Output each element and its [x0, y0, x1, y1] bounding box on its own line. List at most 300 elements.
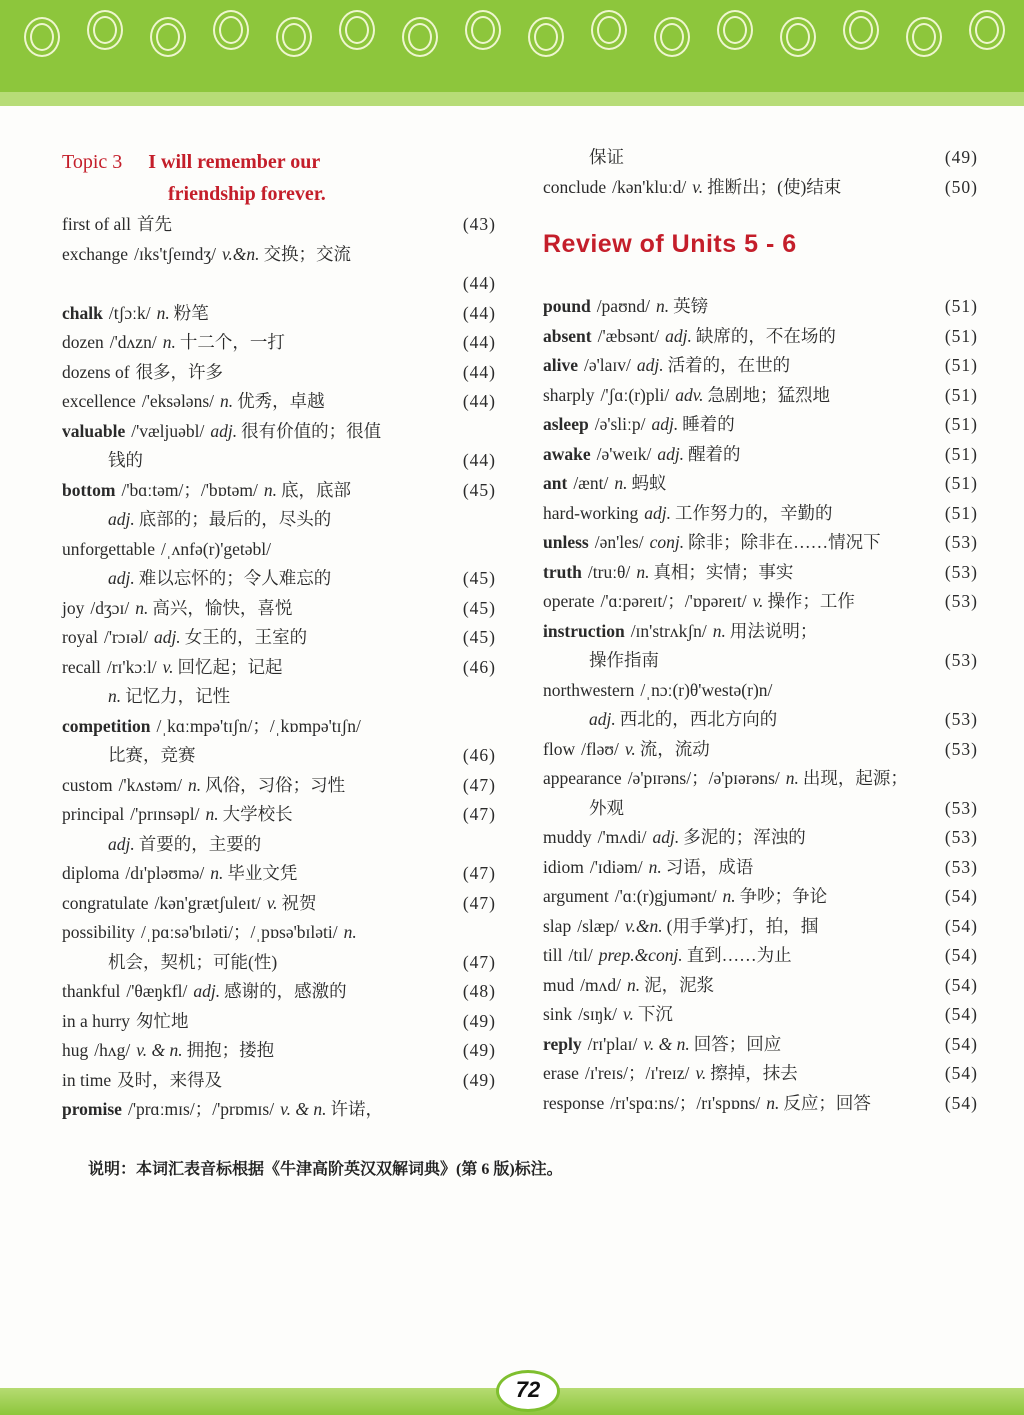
- part-of-speech: n.: [156, 302, 170, 323]
- meaning: 下沉: [637, 1004, 673, 1024]
- meaning: 蚂蚁: [631, 473, 667, 493]
- meaning: 许诺，: [330, 1099, 383, 1119]
- phonetic: /ɪks'tʃeɪndʒ/: [134, 243, 216, 264]
- phonetic: /'æbsənt/: [597, 325, 660, 346]
- meaning: 睡着的: [682, 414, 735, 434]
- phonetic: /'ɑː(r)gjumənt/: [614, 886, 717, 906]
- vocab-line: [62, 889, 496, 919]
- vocab-line: [543, 587, 978, 617]
- vocab-line: [62, 417, 496, 447]
- part-of-speech: adj.: [652, 827, 680, 847]
- vocab-line: [543, 853, 978, 883]
- part-of-speech: v.: [624, 738, 636, 759]
- page-reference: (51): [944, 325, 978, 346]
- vocab-text: [543, 971, 945, 1001]
- part-of-speech: n.: [636, 561, 650, 582]
- ring-decoration-icon: [906, 17, 942, 57]
- vocab-line: [62, 1066, 496, 1096]
- page-reference: (45): [462, 479, 496, 500]
- meaning: 工作努力的，辛勤的: [675, 502, 833, 523]
- headword: chalk: [62, 302, 103, 323]
- headword: reply: [543, 1033, 582, 1054]
- part-of-speech: n.: [656, 296, 670, 316]
- vocab-text: [543, 410, 945, 440]
- vocab-line: [543, 292, 978, 322]
- part-of-speech: n.: [722, 886, 736, 906]
- vocab-line: [62, 859, 496, 889]
- vocab-line: [543, 676, 978, 706]
- meaning: 操作；工作: [767, 591, 855, 611]
- vocab-line: [62, 210, 496, 240]
- vocab-text: [543, 173, 945, 203]
- page-reference: (53): [944, 709, 978, 729]
- meaning: 及时，来得及: [117, 1069, 223, 1090]
- vocab-text: [543, 1000, 945, 1030]
- vocab-text: [543, 705, 945, 735]
- vocab-text: [62, 564, 463, 594]
- vocab-line: [543, 971, 978, 1001]
- vocab-line: [543, 499, 978, 529]
- page-reference: (53): [944, 561, 978, 582]
- part-of-speech: adj.: [589, 709, 616, 729]
- meaning: 底，底部: [281, 479, 351, 500]
- phonetic: /ˌkɑːmpə'tɪʃn/；/ˌkɒmpə'tɪʃn/: [156, 715, 361, 736]
- headword: in a hurry: [62, 1010, 131, 1031]
- phonetic: /'bɑːtəm/；/'bɒtəm/: [121, 479, 258, 500]
- part-of-speech: adj.: [108, 568, 135, 588]
- headword: recall: [62, 656, 101, 677]
- part-of-speech: n.: [263, 479, 277, 500]
- part-of-speech: n.: [220, 391, 234, 411]
- vocab-text: [62, 712, 496, 742]
- phonetic: /paʊnd/: [596, 296, 651, 316]
- phonetic: /'ɑːpəreɪt/；/'ɒpəreɪt/: [600, 591, 747, 611]
- part-of-speech: n.: [210, 863, 224, 883]
- vocab-line: [62, 771, 496, 801]
- meaning: 回忆起；记起: [177, 656, 283, 677]
- page-reference: (44): [462, 273, 496, 293]
- vocab-line: [543, 173, 978, 203]
- ring-decoration-icon: [843, 10, 879, 50]
- topic-title-1: I will remember our: [148, 151, 321, 173]
- part-of-speech: adj.: [636, 355, 664, 375]
- meaning: 匆忙地: [136, 1010, 189, 1031]
- meaning: 习语，成语: [665, 856, 754, 877]
- headword: asleep: [543, 414, 589, 434]
- vocab-line: [62, 653, 496, 683]
- headword: instruction: [543, 620, 625, 641]
- vocab-line: [543, 1059, 978, 1089]
- phonetic: /fləʊ/: [581, 738, 619, 759]
- part-of-speech: adj.: [644, 502, 672, 523]
- page-reference: (47): [462, 804, 496, 824]
- vocab-text: [62, 1066, 463, 1096]
- part-of-speech: v.: [752, 591, 764, 611]
- phonetic: /truːθ/: [587, 561, 631, 582]
- ring-decoration-icon: [528, 17, 564, 57]
- page-reference: (51): [944, 443, 978, 464]
- meaning: 毕业文凭: [227, 863, 298, 883]
- vocab-text: [62, 918, 496, 948]
- vocab-line: [62, 299, 496, 329]
- part-of-speech: conj.: [649, 532, 685, 552]
- vocab-text: [543, 1030, 945, 1060]
- vocab-line: [62, 948, 496, 978]
- headword: awake: [543, 443, 591, 464]
- headword: operate: [543, 591, 595, 611]
- headword: erase: [543, 1063, 579, 1083]
- headword: mud: [543, 974, 575, 995]
- part-of-speech: v.: [162, 656, 174, 677]
- phonetic: /kən'kluːd/: [612, 176, 687, 197]
- vocab-text: [62, 1095, 496, 1125]
- phonetic: /rɪ'kɔːl/: [106, 656, 157, 677]
- page-reference: (53): [944, 827, 978, 847]
- ring-decoration-icon: [150, 17, 186, 57]
- page-reference: (53): [944, 532, 978, 552]
- headword: promise: [62, 1099, 122, 1119]
- part-of-speech: adj.: [193, 981, 221, 1001]
- meaning: 女王的，王室的: [184, 627, 308, 647]
- headword: excellence: [62, 391, 136, 411]
- headword: argument: [543, 886, 609, 906]
- vocab-text: [543, 735, 945, 765]
- vocab-text: [543, 941, 945, 971]
- vocab-line: [543, 469, 978, 499]
- vocab-text: [543, 764, 978, 794]
- part-of-speech: v.: [692, 176, 704, 197]
- vocab-line: [543, 941, 978, 971]
- page-reference: (53): [944, 856, 978, 877]
- vocab-line: [543, 1000, 978, 1030]
- topic-title-2: friendship forever.: [168, 183, 326, 205]
- vocab-text: [543, 558, 945, 588]
- meaning: 多泥的；浑浊的: [683, 827, 806, 847]
- page-reference: (44): [462, 361, 496, 382]
- page-reference: (53): [944, 650, 978, 670]
- vocab-line: [543, 440, 978, 470]
- vocab-line: [62, 387, 496, 417]
- ring-decoration-icon: [213, 10, 249, 50]
- vocab-text: [62, 771, 463, 801]
- vocab-text: [543, 617, 978, 647]
- vocab-text: [62, 210, 463, 240]
- headword: in time: [62, 1069, 112, 1090]
- phonetic: /ən'les/: [594, 532, 644, 552]
- headword: idiom: [543, 856, 584, 877]
- phonetic: /'væljuəbl/: [131, 420, 205, 441]
- part-of-speech: n.: [162, 332, 176, 352]
- page-reference: (45): [462, 627, 496, 647]
- vocab-text: [543, 1089, 945, 1119]
- meaning: 首先: [137, 214, 173, 234]
- page-reference: (49): [462, 1040, 496, 1060]
- part-of-speech: n.: [135, 597, 149, 618]
- meaning: 急剧地；猛烈地: [707, 384, 831, 405]
- phonetic: /'ɪdiəm/: [589, 856, 643, 877]
- headword: royal: [62, 627, 98, 647]
- ring-decoration-icon: [402, 17, 438, 57]
- meaning: 首要的，主要的: [138, 833, 262, 854]
- headword: ant: [543, 473, 568, 493]
- vocab-line: [62, 1095, 496, 1125]
- headword: conclude: [543, 176, 607, 197]
- headword: sharply: [543, 384, 595, 405]
- vocab-text: [62, 653, 463, 683]
- headword: custom: [62, 774, 113, 795]
- page-reference: (53): [944, 797, 978, 818]
- vocab-text: [543, 469, 945, 499]
- vocab-text: [543, 292, 945, 322]
- meaning: 粉笔: [173, 302, 209, 323]
- part-of-speech: adj.: [108, 509, 135, 529]
- headword: bottom: [62, 479, 116, 500]
- page-reference: (54): [944, 915, 978, 936]
- meaning: 回答；回应: [693, 1033, 782, 1054]
- meaning: 推断出；(使)结束: [707, 176, 842, 197]
- vocab-line: [62, 505, 496, 535]
- meaning: 优秀，卓越: [237, 391, 325, 411]
- vocab-text: [62, 800, 463, 830]
- vocab-line: [543, 143, 978, 173]
- page-reference: (51): [944, 355, 978, 375]
- phonetic: /dɪ'pləʊmə/: [125, 863, 205, 883]
- part-of-speech: n.: [343, 922, 357, 942]
- headword: thankful: [62, 981, 121, 1001]
- part-of-speech: v.&n.: [221, 243, 260, 264]
- meaning: 十二个，一打: [179, 332, 285, 352]
- part-of-speech: v. & n.: [643, 1033, 690, 1054]
- phonetic: /ˌnɔː(r)θ'westə(r)n/: [640, 679, 773, 700]
- vocab-line: [62, 800, 496, 830]
- page-reference: (44): [462, 332, 496, 352]
- ring-decoration-icon: [969, 10, 1005, 50]
- meaning: 擦掉，抹去: [710, 1063, 798, 1083]
- vocab-line: [543, 735, 978, 765]
- vocab-line: [543, 882, 978, 912]
- vocab-line: [543, 617, 978, 647]
- page-reference: (54): [944, 1033, 978, 1054]
- headword: principal: [62, 804, 125, 824]
- phonetic: /'prɪnsəpl/: [130, 804, 200, 824]
- vocab-text: [62, 1036, 463, 1066]
- phonetic: /slæp/: [577, 915, 620, 936]
- part-of-speech: adv.: [675, 384, 704, 405]
- vocab-line: [543, 528, 978, 558]
- vocab-line: [543, 322, 978, 352]
- meaning: 除非；除非在……情况下: [688, 532, 881, 552]
- part-of-speech: adj.: [657, 443, 685, 464]
- page-reference: (49): [944, 147, 978, 167]
- meaning: 很多，许多: [135, 361, 224, 382]
- part-of-speech: v.: [695, 1063, 707, 1083]
- page-reference: (54): [944, 1004, 978, 1024]
- vocab-line: [62, 1036, 496, 1066]
- phonetic: /'dʌzn/: [109, 332, 157, 352]
- vocab-line: [543, 381, 978, 411]
- vocab-line: [543, 912, 978, 942]
- page-reference: (54): [944, 1092, 978, 1113]
- meaning: 风俗，习俗；习性: [205, 774, 346, 795]
- vocab-text: [543, 646, 945, 676]
- vocab-text: [62, 594, 463, 624]
- page-reference: (45): [462, 568, 496, 588]
- phonetic: /ə'sliːp/: [594, 414, 646, 434]
- headword: pound: [543, 296, 591, 316]
- meaning: 缺席的，不在场的: [695, 325, 836, 346]
- meaning: 比赛，竞赛: [108, 745, 196, 765]
- meaning: (用手掌)打，拍，掴: [666, 915, 819, 936]
- part-of-speech: n.: [188, 774, 202, 795]
- phonetic: /'mʌdi/: [597, 827, 647, 847]
- vocab-text: [543, 143, 945, 173]
- headword: unless: [543, 532, 589, 552]
- page-reference: (51): [944, 296, 978, 316]
- headword: alive: [543, 355, 578, 375]
- ring-decoration-icon: [654, 17, 690, 57]
- review-heading: Review of Units 5 - 6: [543, 230, 797, 258]
- vocab-line: [62, 328, 496, 358]
- vocab-line: [543, 705, 978, 735]
- ring-decoration-icon: [465, 10, 501, 50]
- vocab-text: [543, 794, 945, 824]
- headword: response: [543, 1092, 605, 1113]
- phonetic: /tʃɔːk/: [108, 302, 151, 323]
- page-reference: (44): [462, 391, 496, 411]
- headword: first of all: [62, 214, 132, 234]
- vocab-text: [62, 889, 463, 919]
- headword: till: [543, 945, 563, 965]
- meaning: 机会，契机；可能(性): [108, 951, 278, 972]
- headword: absent: [543, 325, 592, 346]
- meaning: 流，流动: [639, 738, 710, 759]
- vocab-text: [62, 682, 496, 712]
- page-number: 72: [496, 1370, 560, 1412]
- vocab-text: [543, 499, 945, 529]
- vocab-text: [62, 741, 463, 771]
- vocab-line: [62, 446, 496, 476]
- meaning: 英镑: [673, 296, 709, 316]
- part-of-speech: n.: [712, 620, 726, 641]
- meaning: 记忆力，记性: [125, 686, 231, 706]
- page-reference: (46): [462, 745, 496, 765]
- ring-decoration-icon: [591, 10, 627, 50]
- vocab-text: [543, 587, 945, 617]
- vocab-text: [543, 322, 945, 352]
- ring-decoration-icon: [339, 10, 375, 50]
- page-reference: (49): [462, 1010, 496, 1031]
- phonetic: /tɪl/: [568, 945, 593, 965]
- page-reference: (47): [462, 774, 496, 795]
- meaning: 拥抱；搂抱: [186, 1040, 275, 1060]
- part-of-speech: v. & n.: [136, 1040, 183, 1060]
- ring-decoration-icon: [24, 17, 60, 57]
- page-reference: (54): [944, 945, 978, 965]
- header-band: [0, 0, 1024, 92]
- ring-decoration-icon: [780, 17, 816, 57]
- meaning: 难以忘怀的；令人难忘的: [138, 568, 332, 588]
- part-of-speech: adj.: [651, 414, 679, 434]
- phonetic: /'θæŋkfl/: [126, 981, 188, 1001]
- part-of-speech: adj.: [210, 420, 238, 441]
- vocab-line: [543, 764, 978, 794]
- phonetic: /ə'laɪv/: [584, 355, 631, 375]
- phonetic: /'eksələns/: [141, 391, 214, 411]
- right-column: [543, 292, 978, 1118]
- phonetic: /ænt/: [573, 473, 609, 493]
- vocab-text: [62, 830, 496, 860]
- phonetic: /mʌd/: [580, 974, 621, 995]
- left-column: [62, 210, 496, 1125]
- vocab-line: [62, 918, 496, 948]
- part-of-speech: adj.: [153, 627, 181, 647]
- vocab-line: [62, 240, 496, 270]
- vocab-text: [543, 912, 945, 942]
- vocab-text: [62, 240, 496, 270]
- meaning: 操作指南: [589, 650, 659, 670]
- vocab-text: [62, 269, 463, 299]
- part-of-speech: v.: [623, 1004, 634, 1024]
- phonetic: /dʒɔɪ/: [90, 597, 130, 618]
- headword: muddy: [543, 827, 592, 847]
- vocab-line: [543, 1089, 978, 1119]
- meaning: 出现，起源；: [802, 768, 908, 788]
- headword: slap: [543, 915, 572, 936]
- part-of-speech: n.: [614, 473, 628, 493]
- headword: joy: [62, 597, 85, 618]
- meaning: 外观: [589, 797, 624, 818]
- vocab-line: [62, 358, 496, 388]
- vocab-line: [543, 1030, 978, 1060]
- meaning: 真相；实情；事实: [653, 561, 794, 582]
- page-reference: (49): [462, 1069, 496, 1090]
- meaning: 保证: [589, 147, 624, 167]
- vocab-line: [62, 741, 496, 771]
- headword: congratulate: [62, 892, 149, 913]
- phonetic: /kən'grætʃuleɪt/: [154, 892, 261, 913]
- vocab-text: [543, 853, 945, 883]
- vocab-line: [62, 476, 496, 506]
- vocab-line: [62, 712, 496, 742]
- phonetic: /ɪ'reɪs/；/ɪ'reɪz/: [584, 1063, 690, 1083]
- vocab-text: [62, 476, 463, 506]
- page-reference: (54): [944, 886, 978, 906]
- phonetic: /ə'pɪrəns/；/ə'pɪərəns/: [627, 768, 780, 788]
- page-reference: (54): [944, 974, 978, 995]
- phonetic: /rɪ'plaɪ/: [587, 1033, 638, 1054]
- page-reference: (53): [944, 591, 978, 611]
- part-of-speech: n.: [626, 974, 641, 995]
- vocab-text: [62, 387, 463, 417]
- vocab-line: [62, 1007, 496, 1037]
- vocab-text: [62, 535, 496, 565]
- headword: unforgettable: [62, 538, 155, 559]
- vocab-text: [62, 623, 463, 653]
- vocab-text: [62, 505, 496, 535]
- vocab-text: [543, 440, 945, 470]
- part-of-speech: n.: [648, 856, 662, 877]
- page-reference: (53): [944, 738, 978, 759]
- page-reference: (51): [944, 414, 978, 434]
- headword: hard-working: [543, 502, 639, 523]
- headword: northwestern: [543, 679, 635, 700]
- vocab-text: [543, 676, 978, 706]
- meaning: 交换；交流: [263, 243, 352, 264]
- part-of-speech: n.: [205, 804, 219, 824]
- meaning: 很有价值的；很值: [241, 420, 382, 441]
- vocab-text: [62, 358, 463, 388]
- part-of-speech: v.&n.: [625, 915, 663, 936]
